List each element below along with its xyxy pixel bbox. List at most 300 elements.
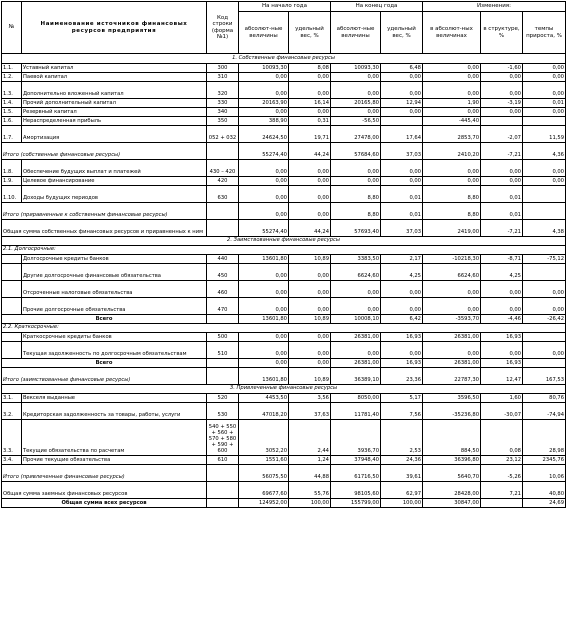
section-header-row: [2, 385, 566, 394]
value-cell: 13601,80: [239, 368, 289, 385]
value-cell: 4453,50: [239, 394, 289, 403]
value-cell: 0,00: [381, 73, 423, 82]
value-cell: 2410,20: [423, 143, 481, 160]
row-number: 3.4.: [2, 456, 22, 465]
row-name: Другие долгосрочные финансовые обязательства: [22, 264, 207, 281]
value-cell: 0,00: [331, 73, 381, 82]
row-name: Общая сумма всех ресурсов: [2, 499, 207, 508]
value-cell: 0,00: [289, 82, 331, 99]
row-code: 610: [207, 456, 239, 465]
value-cell: 0,01: [481, 203, 523, 220]
col-header-struct-change: в структуре, %: [481, 12, 523, 54]
total-row: [2, 143, 566, 160]
value-cell: 7,56: [381, 403, 423, 420]
row-code: 510: [207, 342, 239, 359]
row-code: 450: [207, 264, 239, 281]
value-cell: 0,00: [423, 298, 481, 315]
value-cell: [523, 264, 566, 281]
value-cell: 40,80: [523, 482, 566, 499]
value-cell: 10093,30: [331, 64, 381, 73]
value-cell: 0,00: [381, 281, 423, 298]
value-cell: 0,00: [423, 73, 481, 82]
row-number: 1.9.: [2, 177, 22, 186]
value-cell: -4,46: [481, 315, 523, 324]
value-cell: 2,53: [381, 420, 423, 456]
value-cell: 0,00: [523, 64, 566, 73]
value-cell: 0,00: [423, 281, 481, 298]
row-number: 1.8.: [2, 160, 22, 177]
value-cell: 155799,00: [331, 499, 381, 508]
row-code: [207, 203, 239, 220]
value-cell: 10093,30: [239, 64, 289, 73]
row-code: [207, 220, 239, 237]
value-cell: 167,53: [523, 368, 566, 385]
row-number: [2, 281, 22, 298]
value-cell: -5,26: [481, 465, 523, 482]
row-name: Прочие долгосрочные обязательства: [22, 298, 207, 315]
value-cell: 0,00: [239, 177, 289, 186]
row-code: [207, 482, 239, 499]
value-cell: 69677,60: [239, 482, 289, 499]
value-cell: 3383,50: [331, 255, 381, 264]
col-header-abs-end: абсолют-ные величины: [331, 12, 381, 54]
col-header-name: Наименование источников финансовых ресурсов предприятия: [22, 2, 207, 54]
value-cell: [523, 359, 566, 368]
row-name: Обеспечение будущих выплат и платежей: [22, 160, 207, 177]
value-cell: 0,00: [239, 281, 289, 298]
value-cell: 17,64: [381, 126, 423, 143]
row-code: [207, 315, 239, 324]
row-code: 440: [207, 255, 239, 264]
row-name: Общая сумма заемных финансовых ресурсов: [2, 482, 207, 499]
value-cell: [523, 117, 566, 126]
total-row: [2, 315, 566, 324]
value-cell: 0,08: [481, 420, 523, 456]
value-cell: 16,93: [481, 359, 523, 368]
total-row: [2, 203, 566, 220]
value-cell: -7,21: [481, 220, 523, 237]
value-cell: 6624,60: [331, 264, 381, 281]
value-cell: 24,36: [381, 456, 423, 465]
value-cell: -8,71: [481, 255, 523, 264]
value-cell: 0,00: [381, 342, 423, 359]
row-name: Долгосрочные кредиты банков: [22, 255, 207, 264]
table-row: [2, 255, 566, 264]
value-cell: 4,25: [481, 264, 523, 281]
value-cell: 23,12: [481, 456, 523, 465]
value-cell: 16,93: [481, 333, 523, 342]
row-name: Итого (приравненные к собственным финансовые ресурсы): [2, 203, 207, 220]
value-cell: 55274,40: [239, 143, 289, 160]
value-cell: 20165,80: [331, 99, 381, 108]
value-cell: 6,42: [381, 315, 423, 324]
col-header-growth: темпы прироста, %: [523, 12, 566, 54]
row-code: 630: [207, 186, 239, 203]
row-name: Текущие обязательства по расчетам: [22, 420, 207, 456]
value-cell: 10,06: [523, 465, 566, 482]
table-row: [2, 456, 566, 465]
total-row: [2, 359, 566, 368]
value-cell: 0,00: [289, 160, 331, 177]
value-cell: 388,90: [239, 117, 289, 126]
row-name: Отсроченные налоговые обязательства: [22, 281, 207, 298]
table-row: [2, 99, 566, 108]
col-header-code: Код строки (форма №1): [207, 2, 239, 54]
value-cell: 30847,00: [423, 499, 481, 508]
value-cell: 22787,30: [423, 368, 481, 385]
value-cell: 3596,50: [423, 394, 481, 403]
row-name: Целевое финансирование: [22, 177, 207, 186]
value-cell: 37948,40: [331, 456, 381, 465]
value-cell: 0,00: [481, 281, 523, 298]
row-number: 3.3.: [2, 420, 22, 456]
row-name: Дополнительно вложенный капитал: [22, 82, 207, 99]
value-cell: -7,21: [481, 143, 523, 160]
col-header-abs-start: абсолют-ные величины: [239, 12, 289, 54]
total-row: [2, 482, 566, 499]
value-cell: 0,00: [381, 108, 423, 117]
row-name: Итого (заимствованные финансовые ресурсы): [2, 368, 207, 385]
row-name: Итого (собственные финансовые ресурсы): [2, 143, 207, 160]
value-cell: 0,00: [523, 298, 566, 315]
value-cell: 4,25: [381, 264, 423, 281]
row-code: 310: [207, 73, 239, 82]
value-cell: 10,89: [289, 368, 331, 385]
value-cell: 23,36: [381, 368, 423, 385]
value-cell: [523, 203, 566, 220]
table-row: [2, 126, 566, 143]
value-cell: 0,00: [381, 298, 423, 315]
value-cell: 36389,10: [331, 368, 381, 385]
value-cell: 0,00: [481, 160, 523, 177]
row-code: 460: [207, 281, 239, 298]
value-cell: 0,01: [381, 203, 423, 220]
value-cell: 44,24: [289, 220, 331, 237]
value-cell: 2,17: [381, 255, 423, 264]
value-cell: 0,00: [331, 160, 381, 177]
value-cell: 2419,00: [423, 220, 481, 237]
value-cell: 16,14: [289, 99, 331, 108]
value-cell: 12,94: [381, 99, 423, 108]
value-cell: [381, 117, 423, 126]
row-name: Доходы будущих периодов: [22, 186, 207, 203]
value-cell: 11,59: [523, 126, 566, 143]
value-cell: 8,80: [331, 186, 381, 203]
value-cell: -1,60: [481, 64, 523, 73]
value-cell: 36396,80: [423, 456, 481, 465]
section-title: 3. Привлеченные финансовые ресурсы: [2, 385, 566, 394]
subsection-title: 2.2. Краткосрочные:: [2, 324, 566, 333]
row-name: Всего: [2, 315, 207, 324]
value-cell: 44,24: [289, 143, 331, 160]
table-row: [2, 420, 566, 456]
row-number: 1.2.: [2, 73, 22, 82]
value-cell: 0,00: [381, 177, 423, 186]
value-cell: 0,00: [331, 82, 381, 99]
value-cell: 10008,10: [331, 315, 381, 324]
row-number: [2, 333, 22, 342]
value-cell: 0,00: [239, 203, 289, 220]
row-number: 1.5.: [2, 108, 22, 117]
table-row: [2, 394, 566, 403]
table-row: [2, 177, 566, 186]
value-cell: 24,69: [523, 499, 566, 508]
table-row: [2, 186, 566, 203]
value-cell: 0,00: [239, 359, 289, 368]
value-cell: 0,00: [381, 160, 423, 177]
value-cell: 0,00: [289, 281, 331, 298]
value-cell: 0,00: [239, 264, 289, 281]
value-cell: 12,47: [481, 368, 523, 385]
row-code: [207, 359, 239, 368]
row-code: 500: [207, 333, 239, 342]
value-cell: 37,03: [381, 220, 423, 237]
value-cell: 0,00: [289, 186, 331, 203]
subsection-header-row: [2, 324, 566, 333]
row-code: 300: [207, 64, 239, 73]
value-cell: 8,08: [289, 64, 331, 73]
value-cell: 37,63: [289, 403, 331, 420]
total-row: [2, 368, 566, 385]
table-row: [2, 64, 566, 73]
table-row: [2, 298, 566, 315]
table-row: [2, 73, 566, 82]
row-name: Паевой капитал: [22, 73, 207, 82]
value-cell: 3,56: [289, 394, 331, 403]
col-header-end-year: На конец года: [331, 2, 423, 12]
row-number: [2, 298, 22, 315]
value-cell: 8,80: [331, 203, 381, 220]
value-cell: 0,00: [239, 73, 289, 82]
value-cell: 0,00: [481, 342, 523, 359]
value-cell: 0,00: [239, 82, 289, 99]
value-cell: 0,00: [423, 64, 481, 73]
value-cell: 0,00: [523, 342, 566, 359]
value-cell: 8,80: [423, 186, 481, 203]
value-cell: 0,00: [381, 82, 423, 99]
value-cell: 55,76: [289, 482, 331, 499]
value-cell: 0,00: [523, 177, 566, 186]
row-number: 1.3.: [2, 82, 22, 99]
row-name: Прочие текущие обязательства: [22, 456, 207, 465]
value-cell: 0,00: [239, 298, 289, 315]
value-cell: 0,00: [423, 160, 481, 177]
value-cell: [523, 186, 566, 203]
value-cell: -30,07: [481, 403, 523, 420]
row-number: 3.1.: [2, 394, 22, 403]
value-cell: 39,61: [381, 465, 423, 482]
value-cell: 7,21: [481, 482, 523, 499]
row-number: [2, 264, 22, 281]
row-name: Амортизация: [22, 126, 207, 143]
value-cell: 44,88: [289, 465, 331, 482]
value-cell: 0,00: [331, 177, 381, 186]
value-cell: 10,89: [289, 315, 331, 324]
value-cell: -56,50: [331, 117, 381, 126]
value-cell: 98105,60: [331, 482, 381, 499]
row-code: [207, 368, 239, 385]
financial-resources-table: [1, 1, 566, 508]
value-cell: 26381,00: [423, 333, 481, 342]
value-cell: 55274,40: [239, 220, 289, 237]
value-cell: 16,93: [381, 359, 423, 368]
row-name: Итого (привлеченные финансовые ресурсы): [2, 465, 207, 482]
value-cell: 6,48: [381, 64, 423, 73]
row-code: [207, 499, 239, 508]
row-number: 1.1.: [2, 64, 22, 73]
value-cell: 37,03: [381, 143, 423, 160]
table-row: [2, 160, 566, 177]
row-number: 1.4.: [2, 99, 22, 108]
value-cell: 2,44: [289, 420, 331, 456]
value-cell: 0,00: [289, 342, 331, 359]
col-header-abs-change: в абсолют-ных величинах: [423, 12, 481, 54]
row-code: 530: [207, 403, 239, 420]
value-cell: 4,38: [523, 220, 566, 237]
value-cell: 57693,40: [331, 220, 381, 237]
value-cell: 0,00: [239, 186, 289, 203]
section-header-row: [2, 237, 566, 246]
value-cell: 884,50: [423, 420, 481, 456]
table-row: [2, 281, 566, 298]
table-row: [2, 117, 566, 126]
value-cell: 3052,20: [239, 420, 289, 456]
value-cell: 0,00: [289, 333, 331, 342]
value-cell: 16,93: [381, 333, 423, 342]
value-cell: 1,24: [289, 456, 331, 465]
value-cell: 4,36: [523, 143, 566, 160]
value-cell: -74,94: [523, 403, 566, 420]
row-code: 520: [207, 394, 239, 403]
value-cell: -10218,30: [423, 255, 481, 264]
value-cell: 0,00: [523, 108, 566, 117]
value-cell: 26381,00: [331, 359, 381, 368]
col-header-start-year: На начало года: [239, 2, 331, 12]
row-code: 430 – 420: [207, 160, 239, 177]
subsection-title: 2.1. Долгосрочные:: [2, 246, 566, 255]
value-cell: [481, 117, 523, 126]
row-name: Нераспределенная прибыль: [22, 117, 207, 126]
value-cell: 27478,00: [331, 126, 381, 143]
row-number: [2, 342, 22, 359]
value-cell: 0,00: [239, 333, 289, 342]
value-cell: 100,00: [381, 499, 423, 508]
value-cell: -445,40: [423, 117, 481, 126]
value-cell: 28428,00: [423, 482, 481, 499]
col-header-no: №: [2, 2, 22, 54]
row-code: 052 + 032: [207, 126, 239, 143]
value-cell: 13601,80: [239, 315, 289, 324]
row-number: 1.7.: [2, 126, 22, 143]
value-cell: 1,60: [481, 394, 523, 403]
table-row: [2, 333, 566, 342]
table-row: [2, 108, 566, 117]
row-name: Уставный капитал: [22, 64, 207, 73]
value-cell: 24624,50: [239, 126, 289, 143]
value-cell: 0,00: [331, 281, 381, 298]
col-header-share-start: удельный вес, %: [289, 12, 331, 54]
value-cell: 57684,60: [331, 143, 381, 160]
value-cell: 80,76: [523, 394, 566, 403]
row-code: [207, 143, 239, 160]
value-cell: 56075,50: [239, 465, 289, 482]
value-cell: 0,00: [289, 298, 331, 315]
value-cell: 11781,40: [331, 403, 381, 420]
row-code: 340: [207, 108, 239, 117]
value-cell: 0,00: [289, 73, 331, 82]
value-cell: -35236,80: [423, 403, 481, 420]
table-body: [2, 54, 566, 508]
table-row: [2, 82, 566, 99]
row-code: 470: [207, 298, 239, 315]
value-cell: 20163,90: [239, 99, 289, 108]
total-row: [2, 465, 566, 482]
value-cell: 0,00: [289, 108, 331, 117]
row-name: Векселя выданные: [22, 394, 207, 403]
subsection-header-row: [2, 246, 566, 255]
row-name: Кредиторская задолженность за товары, работы, услуги: [22, 403, 207, 420]
value-cell: 28,98: [523, 420, 566, 456]
value-cell: 0,00: [481, 73, 523, 82]
value-cell: 0,00: [331, 108, 381, 117]
value-cell: 5640,70: [423, 465, 481, 482]
value-cell: 0,00: [289, 177, 331, 186]
section-header-row: [2, 54, 566, 64]
value-cell: 26381,00: [331, 333, 381, 342]
value-cell: 0,01: [523, 99, 566, 108]
value-cell: 0,00: [481, 82, 523, 99]
row-name: Общая сумма собственных финансовых ресурсов и приравненных к ним: [2, 220, 207, 237]
table-row: [2, 342, 566, 359]
value-cell: -3593,70: [423, 315, 481, 324]
value-cell: 19,71: [289, 126, 331, 143]
value-cell: 0,00: [331, 342, 381, 359]
value-cell: -26,42: [523, 315, 566, 324]
value-cell: 0,01: [381, 186, 423, 203]
value-cell: 1,90: [423, 99, 481, 108]
value-cell: 0,31: [289, 117, 331, 126]
value-cell: 0,00: [289, 264, 331, 281]
value-cell: 0,00: [289, 359, 331, 368]
row-number: 3.2.: [2, 403, 22, 420]
value-cell: 26381,00: [423, 359, 481, 368]
value-cell: [523, 333, 566, 342]
value-cell: -3,19: [481, 99, 523, 108]
value-cell: 3936,70: [331, 420, 381, 456]
value-cell: 0,00: [523, 281, 566, 298]
col-header-changes: Изменения:: [423, 2, 566, 12]
value-cell: 6624,60: [423, 264, 481, 281]
total-row: [2, 499, 566, 508]
value-cell: 1551,60: [239, 456, 289, 465]
table-row: [2, 264, 566, 281]
value-cell: 0,00: [523, 73, 566, 82]
section-title: 1. Собственные финансовые ресурсы: [2, 54, 566, 64]
value-cell: 0,00: [423, 82, 481, 99]
value-cell: 0,00: [523, 82, 566, 99]
row-name: Текущая задолженность по долгосрочным обязательствам: [22, 342, 207, 359]
value-cell: 61716,50: [331, 465, 381, 482]
value-cell: 0,00: [423, 177, 481, 186]
value-cell: 47018,20: [239, 403, 289, 420]
row-name: Прочий дополнительный капитал: [22, 99, 207, 108]
row-code: 330: [207, 99, 239, 108]
value-cell: 0,00: [239, 160, 289, 177]
row-code: 320: [207, 82, 239, 99]
row-code: 350: [207, 117, 239, 126]
value-cell: 0,00: [423, 342, 481, 359]
value-cell: 8,80: [423, 203, 481, 220]
